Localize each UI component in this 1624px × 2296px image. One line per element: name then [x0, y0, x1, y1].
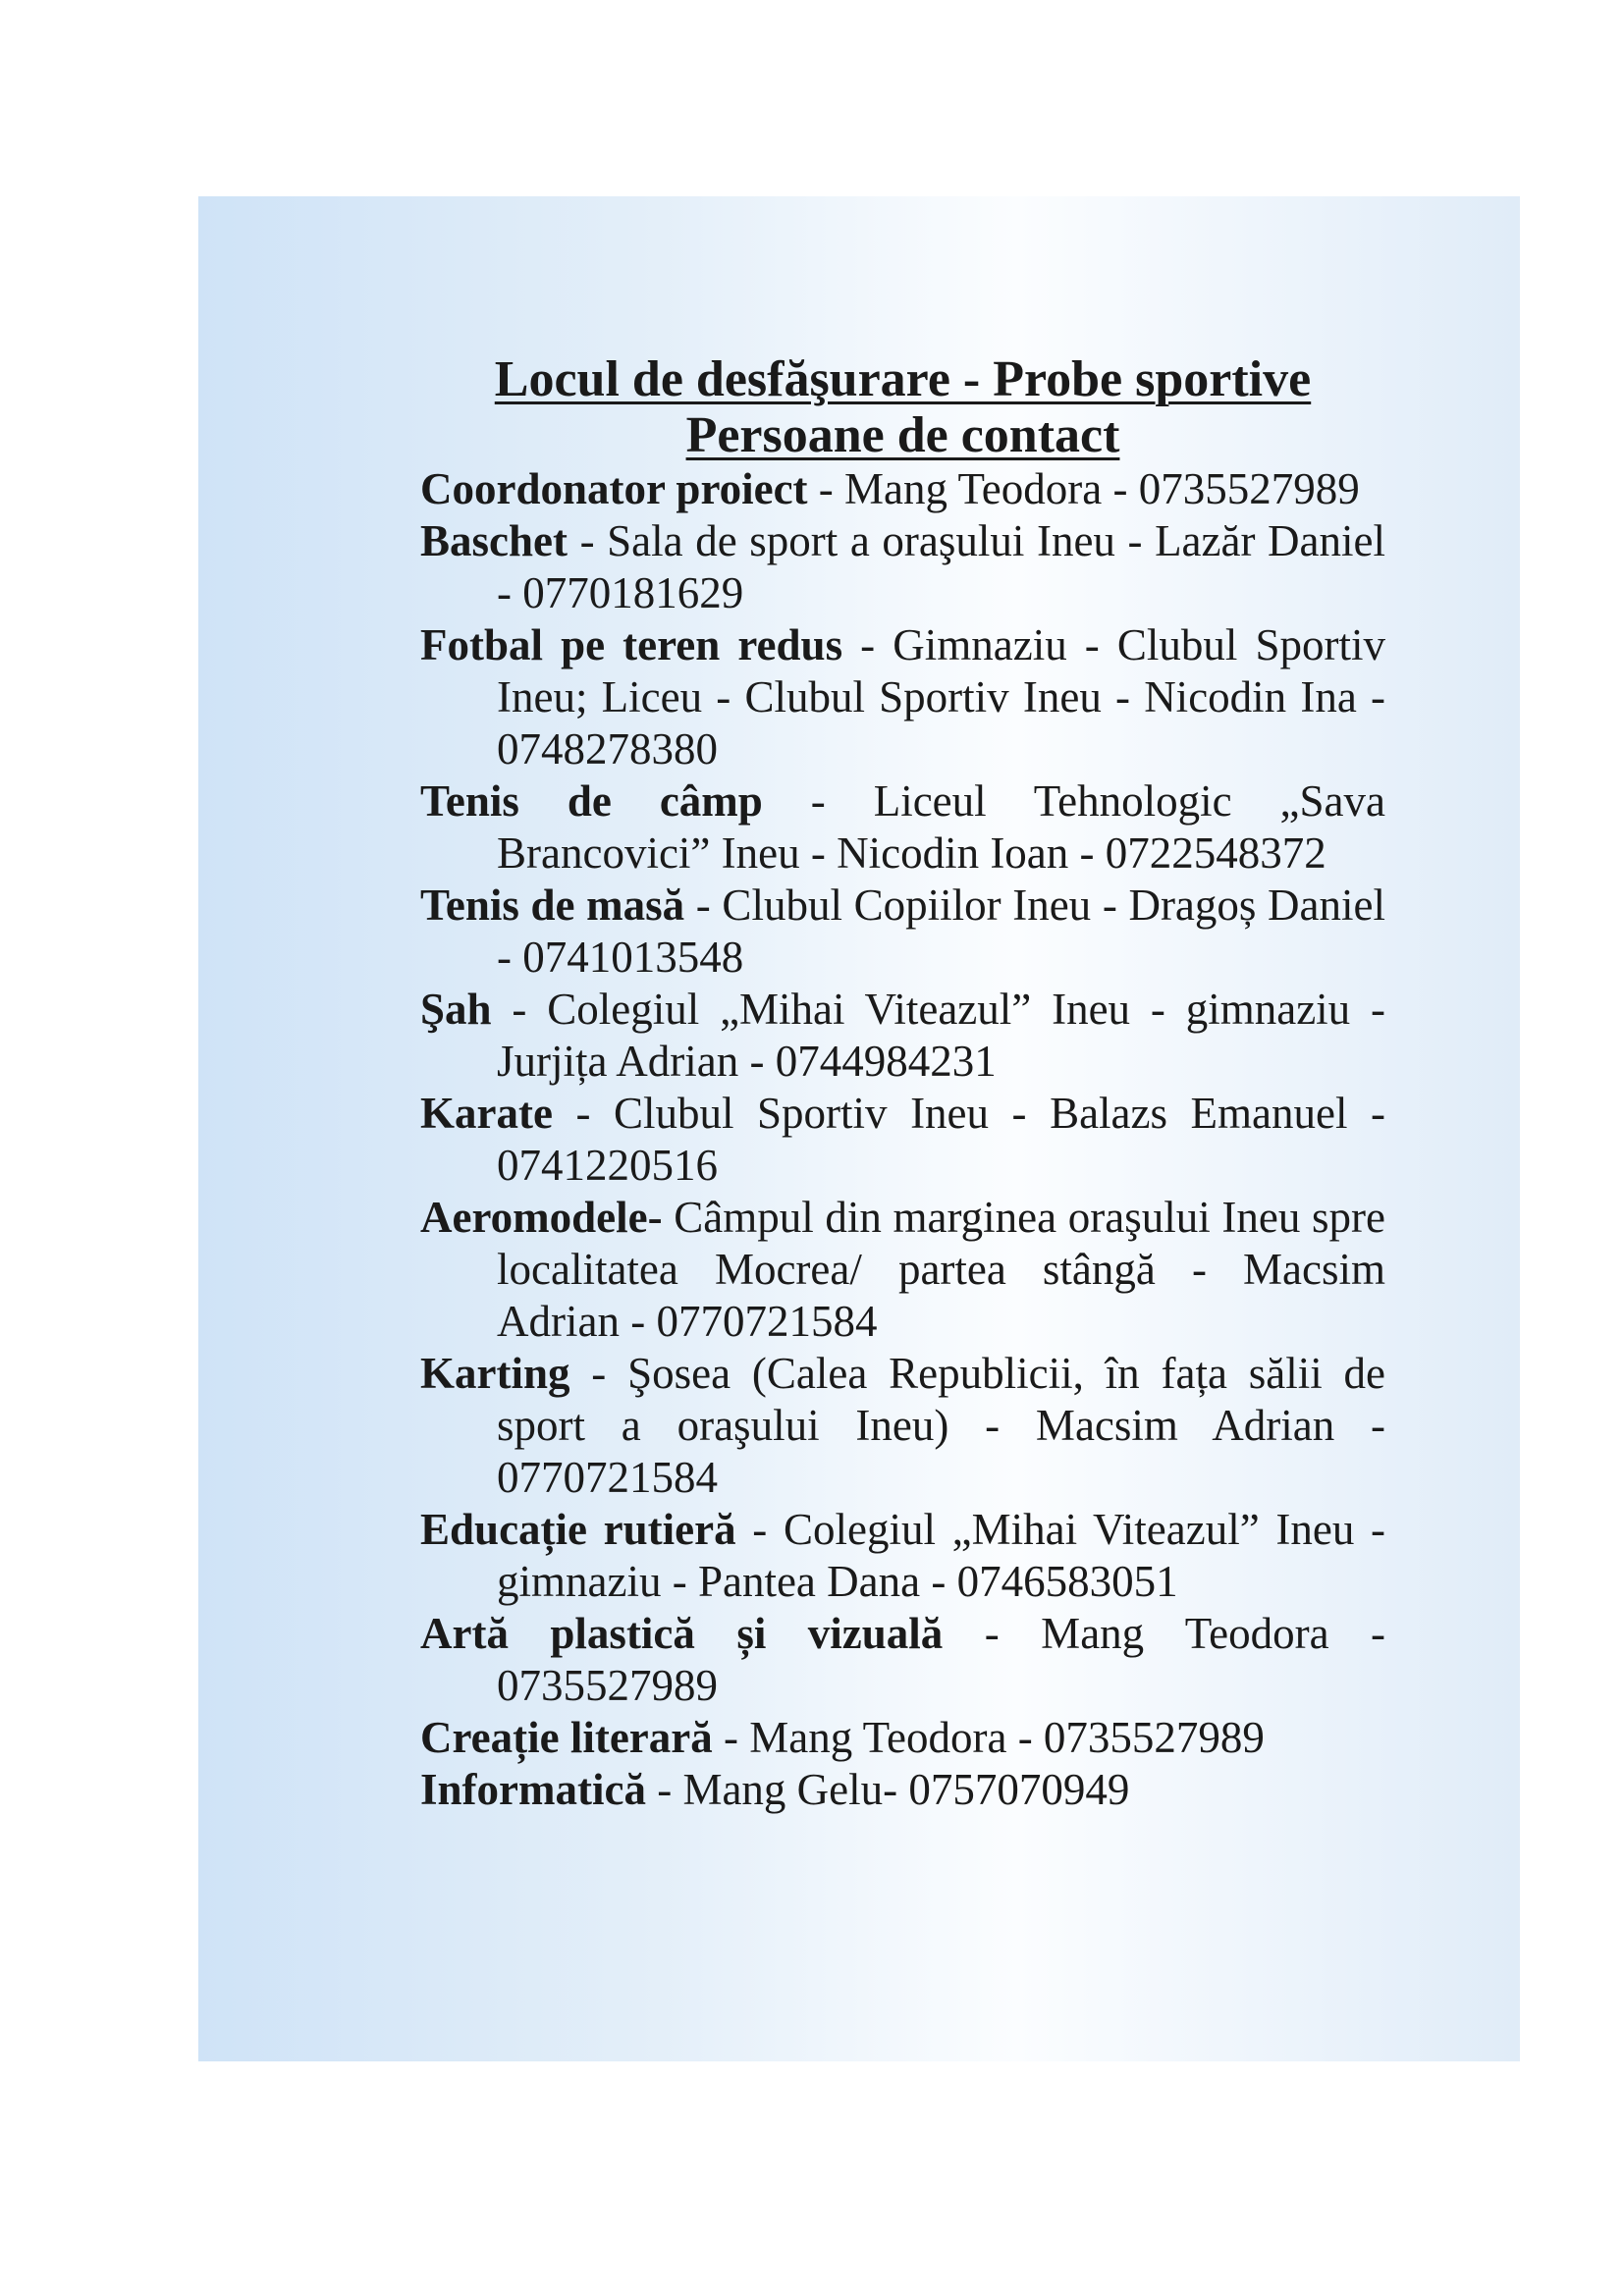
entry-text: - Gimnaziu - Clubul Sportiv Ineu; Liceu - Clubul Sportiv Ineu - Nicodin Ina - 0748278380	[497, 620, 1385, 774]
entry-label: Aeromodele-	[420, 1193, 663, 1242]
contact-entry	[420, 515, 1385, 619]
contact-entry	[420, 1088, 1385, 1192]
contact-entry	[420, 1608, 1385, 1712]
page-title: Locul de desfăşurare - Probe sportive	[494, 351, 1312, 407]
entry-label: Educație rutieră	[420, 1505, 736, 1554]
document-content	[420, 351, 1385, 1816]
contact-entry	[420, 463, 1385, 515]
entry-text: Câmpul din marginea oraşului Ineu spre localitatea Mocrea/ partea stângă - Macsim Adrian - 0770721584	[497, 1193, 1385, 1346]
entry-label: Karting	[420, 1349, 570, 1398]
entry-text: - Colegiul „Mihai Viteazul” Ineu - gimnaziu - Pantea Dana - 0746583051	[497, 1505, 1385, 1606]
entry-label: Şah	[420, 985, 492, 1034]
entry-label: Artă plastică și vizuală	[420, 1609, 944, 1658]
contact-entry	[420, 775, 1385, 880]
contact-entry	[420, 1764, 1385, 1816]
entry-text: - Clubul Sportiv Ineu - Balazs Emanuel - 0741220516	[497, 1089, 1385, 1190]
contact-list	[420, 463, 1385, 1816]
entry-text: - Clubul Copiilor Ineu - Dragoș Daniel - 0741013548	[497, 881, 1385, 982]
page-subtitle: Persoane de contact	[685, 407, 1120, 463]
entry-text: - Mang Teodora - 0735527989	[807, 464, 1360, 513]
contact-entry	[420, 1348, 1385, 1504]
entry-text: - Colegiul „Mihai Viteazul” Ineu - gimnaziu - Jurjița Adrian - 0744984231	[491, 985, 1385, 1086]
entry-label: Baschet	[420, 516, 568, 565]
entry-text: - Mang Gelu- 0757070949	[645, 1765, 1130, 1814]
entry-text: - Liceul Tehnologic „Sava Brancovici” Ineu - Nicodin Ioan - 0722548372	[497, 776, 1386, 878]
contact-entry	[420, 1712, 1385, 1764]
contact-entry	[420, 1504, 1385, 1608]
entry-label: Karate	[420, 1089, 553, 1138]
contact-entry	[420, 984, 1385, 1088]
entry-label: Informatică	[420, 1765, 646, 1814]
contact-entry	[420, 880, 1385, 984]
contact-entry	[420, 1192, 1385, 1348]
entry-label: Tenis de masă	[420, 881, 685, 930]
entry-text: - Mang Teodora - 0735527989	[712, 1713, 1265, 1762]
entry-label: Creație literară	[420, 1713, 713, 1762]
entry-text: - Şosea (Calea Republicii, în fața sălii de sport a oraşului Ineu) - Macsim Adrian - 0770721584	[497, 1349, 1385, 1502]
entry-label: Tenis de câmp	[420, 776, 763, 826]
entry-text: - Mang Teodora - 0735527989	[497, 1609, 1386, 1710]
entry-text: - Sala de sport a oraşului Ineu - Lazăr Daniel - 0770181629	[497, 516, 1385, 617]
contact-entry	[420, 619, 1385, 775]
entry-label: Fotbal pe teren redus	[420, 620, 843, 669]
entry-label: Coordonator proiect	[420, 464, 808, 513]
